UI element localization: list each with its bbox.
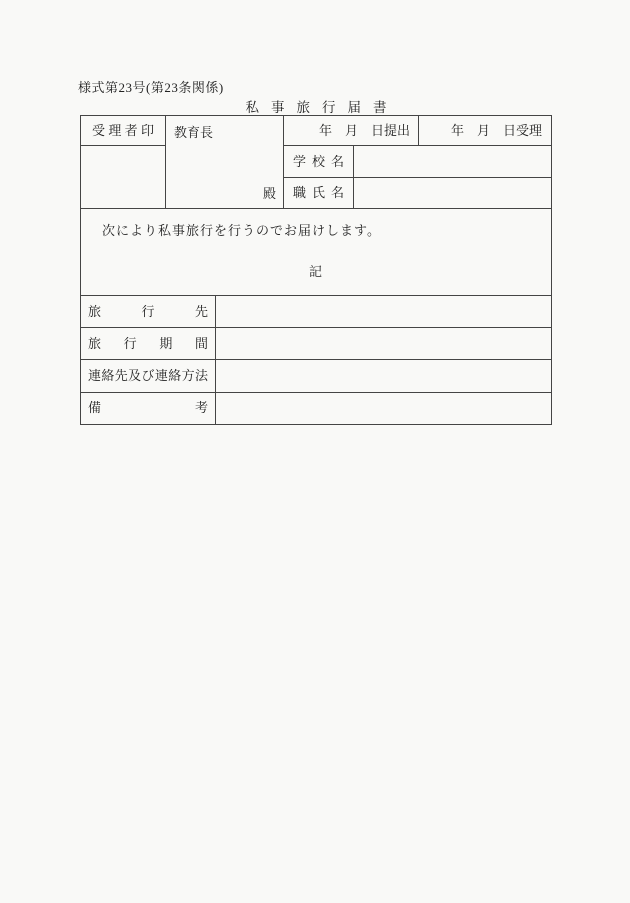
date-received-cell: 年 月 日受理: [419, 116, 551, 146]
contact-method-label: 連絡先及び連絡方法: [81, 360, 216, 393]
contact-method-value: [216, 360, 551, 393]
travel-destination-value: [216, 296, 551, 328]
form-number-text: 様式第23号(第23条関係): [78, 80, 224, 95]
seal-area-cell: [81, 146, 166, 209]
travel-destination-label: 旅行先: [81, 296, 216, 328]
date-submitted-cell: 年 月 日提出: [284, 116, 419, 146]
position-name-value: [354, 178, 551, 209]
remarks-value: [216, 393, 551, 424]
remarks-label: 備考: [81, 393, 216, 424]
addressee-name: 教育長: [174, 125, 214, 140]
addressee-cell: [166, 116, 284, 209]
addressee-honorific: 殿: [262, 186, 276, 201]
recipient-seal-label: 受理者印: [81, 116, 166, 146]
record-heading: 記: [308, 264, 323, 279]
notification-form-table: [80, 115, 552, 425]
travel-period-label: 旅行期間: [81, 328, 216, 360]
school-name-value: [354, 146, 551, 178]
form-title: 私事旅行届書: [245, 100, 399, 115]
position-name-label: 職氏名: [284, 178, 354, 209]
travel-period-value: [216, 328, 551, 360]
statement-cell: [81, 209, 551, 296]
school-name-label: 学校名: [284, 146, 354, 178]
statement-text: 次により私事旅行を行うのでお届けします。: [102, 223, 381, 238]
